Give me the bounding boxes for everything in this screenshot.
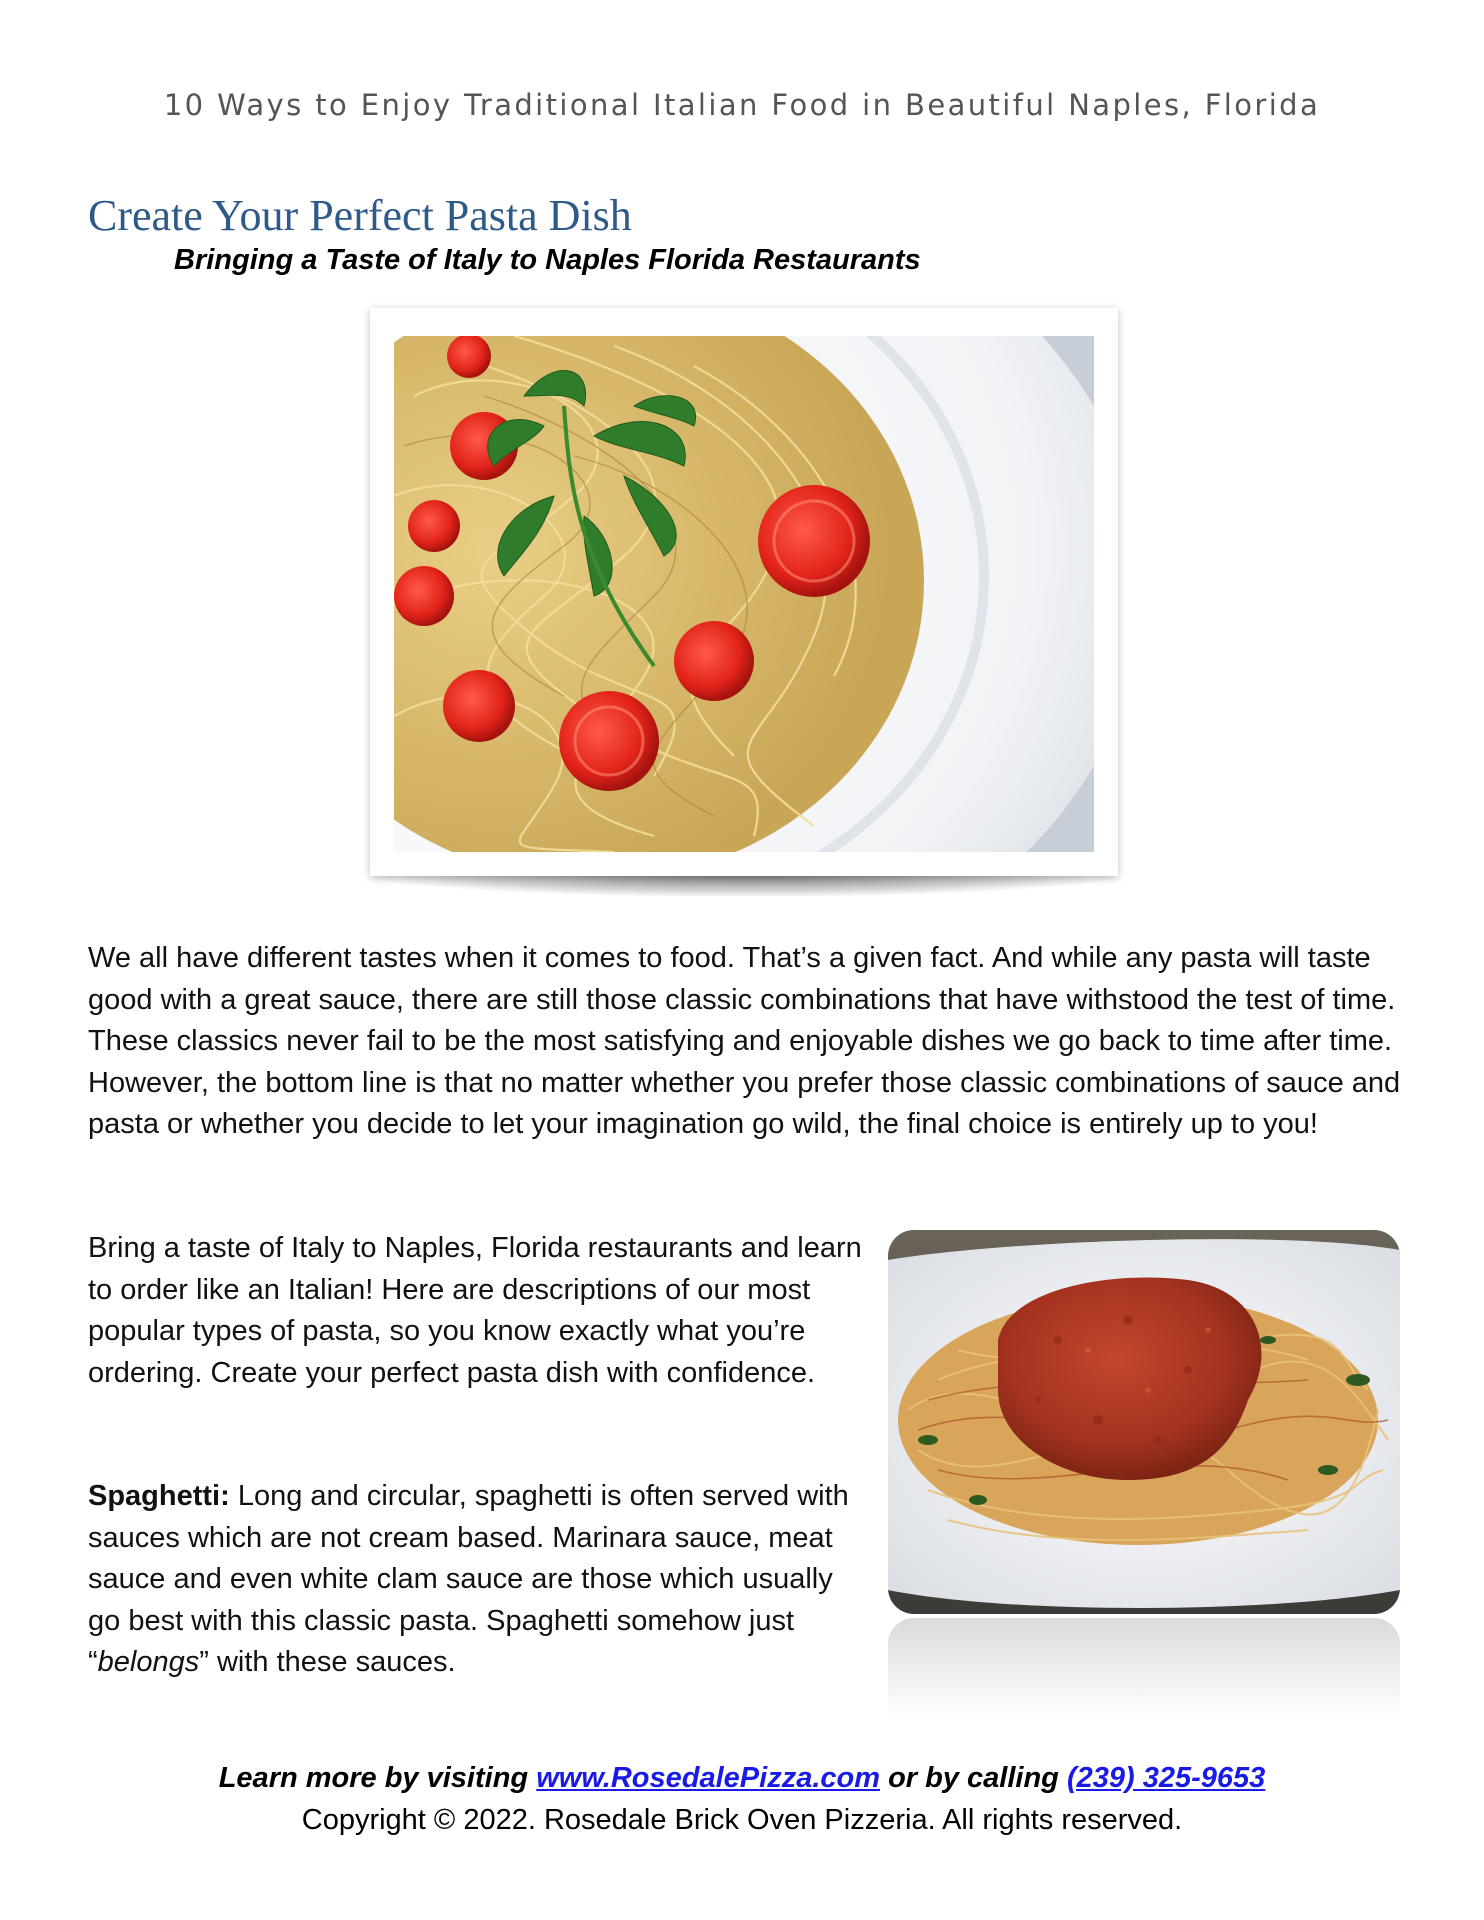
footer-lead: Learn more by visiting xyxy=(218,1762,537,1794)
copyright: Copyright © 2022. Rosedale Brick Oven Pizzeria. All rights reserved. xyxy=(301,1804,1183,1836)
spaghetti-marinara-photo xyxy=(888,1230,1400,1614)
spaghetti-label: Spaghetti: xyxy=(88,1480,230,1512)
spaghetti-text-b: ” with these sauces. xyxy=(199,1646,456,1678)
footer-contact xyxy=(0,1762,1484,1795)
section-title: Create Your Perfect Pasta Dish xyxy=(88,191,632,240)
photo-reflection xyxy=(888,1618,1400,1718)
intro-paragraph: We all have different tastes when it comes to food. That’s a given fact. And while any pasta will taste good with a great sauce, there are still those classic combinations that have withstood the test of time. These classics never fail to be the most satisfying and enjoyable dishes we go back to time after time. However, the bottom line is that no matter whether you prefer those classic combinations of sauce and pasta or whether you decide to let your imagination go wild, the final choice is entirely up to you! xyxy=(88,942,1401,1140)
website-link[interactable]: www.RosedalePizza.com xyxy=(536,1762,881,1794)
section-subtitle: Bringing a Taste of Italy to Naples Florida Restaurants xyxy=(174,244,921,276)
spaghetti-text-a: Long and circular, spaghetti is often served with sauces which are not cream based. Marinara sauce, meat sauce and even white clam sauce are those which usually go best with this classic pasta. Spaghetti somehow just “ xyxy=(88,1480,849,1678)
pasta-tomato-photo xyxy=(394,336,1094,852)
order-paragraph: Bring a taste of Italy to Naples, Florida restaurants and learn to order like an Italian! Here are descriptions of our most popular types of pasta, so you know exactly what you’re ordering. Create your perfect pasta dish with confidence. xyxy=(88,1232,862,1389)
phone-link[interactable]: (239) 325-9653 xyxy=(1066,1762,1266,1794)
spaghetti-emphasis: belongs xyxy=(97,1646,200,1678)
running-header: 10 Ways to Enjoy Traditional Italian Food in Beautiful Naples, Florida xyxy=(163,88,1321,122)
spaghetti-paragraph xyxy=(88,1476,868,1684)
footer-middle: or by calling xyxy=(880,1762,1067,1794)
photo-frame xyxy=(370,308,1118,876)
